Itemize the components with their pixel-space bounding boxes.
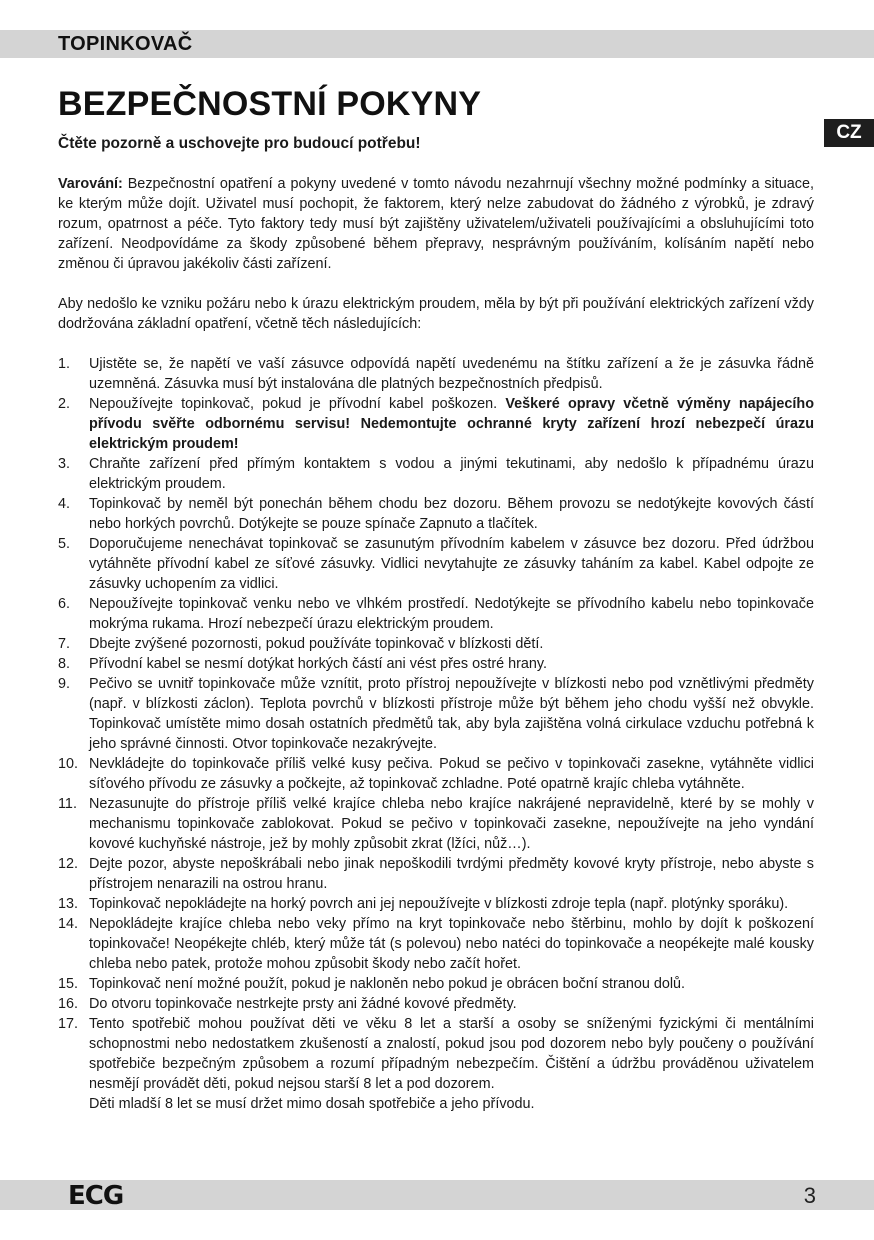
rule-number: 7. <box>58 636 71 652</box>
rule-item <box>58 994 814 1014</box>
rule-item <box>58 454 814 494</box>
rule-text: Nepoužívejte topinkovač, pokud je přívodní kabel poškozen. <box>89 396 506 412</box>
safety-rules-list <box>58 354 814 1114</box>
rule-number: 1. <box>58 356 71 372</box>
language-badge: CZ <box>824 119 874 147</box>
rule-number: 11. <box>58 796 77 812</box>
rule-text: Nepoužívejte topinkovač venku nebo ve vlhkém prostředí. Nedotýkejte se přívodního kabelu nebo topinkovače mokrýma rukama. Hrozí nebezpečí úrazu elektrickým proudem. <box>89 596 814 632</box>
rule-text: Nezasunujte do přístroje příliš velké krajíce chleba nebo krajíce nakrájené nepravidelně, které by se mohly v mechanismu topinkovače zablokovat. Pokud se pečivo v topinkovači zasekne, nepoužívejte na jeho vyndání kovové kuchyňské nástroje, jež by mohly způsobit zkrat (lžíci, nůž…). <box>89 796 814 852</box>
rule-item <box>58 974 814 994</box>
rule-bold-text: Veškeré opravy včetně výměny napájecího přívodu svěřte odbornému servisu! Nedemontujte ochranné kryty zařízení hrozí nebezpečí úrazu elektrickým proudem! <box>89 396 814 452</box>
rule-number: 4. <box>58 496 71 512</box>
rule-number: 8. <box>58 656 71 672</box>
rule-text: Topinkovač by neměl být ponechán během chodu bez dozoru. Během provozu se nedotýkejte kovových částí nebo horkých povrchů. Dotýkejte se pouze spínače Zapnuto a tlačítek. <box>89 496 814 532</box>
rule-number: 17. <box>58 1016 79 1032</box>
rule-item <box>58 394 814 454</box>
rule-item <box>58 894 814 914</box>
warning-paragraph <box>58 174 814 274</box>
rule-item <box>58 854 814 894</box>
rule-number: 13. <box>58 896 79 912</box>
rule-text: Dbejte zvýšené pozornosti, pokud používáte topinkovač v blízkosti dětí. <box>89 636 544 652</box>
page-number: 3 <box>803 1183 816 1208</box>
rule-item <box>58 1014 814 1114</box>
rule-text: Nevkládejte do topinkovače příliš velké kusy pečiva. Pokud se pečivo v topinkovači zasekne, vytáhněte vidlici síťového přívodu ze zásuvky a počkejte, až topinkovač zchladne. Poté opatrně krajíc chleba vytáhněte. <box>89 756 814 792</box>
rule-text: Přívodní kabel se nesmí dotýkat horkých částí ani vést přes ostré hrany. <box>89 656 548 672</box>
intro-paragraph: Aby nedošlo ke vzniku požáru nebo k úrazu elektrickým proudem, měla by být při používání elektrických zařízení vždy dodržována základní opatření, včetně těch následujících: <box>58 296 814 332</box>
page-content <box>58 82 814 1114</box>
rule-number: 6. <box>58 596 71 612</box>
rule-text: Do otvoru topinkovače nestrkejte prsty ani žádné kovové předměty. <box>89 996 517 1012</box>
rule-text: Doporučujeme nenechávat topinkovač se zasunutým přívodním kabelem v zásuvce bez dozoru. Před údržbou vytáhněte přívodní kabel ze síťové zásuvky. Vidlici nevytahujte ze zásuvky taháním za kabel. Kabel odpojte ze zásuvky uchopením za vidlici. <box>89 536 814 592</box>
rule-item <box>58 494 814 534</box>
warning-label: Varování: <box>58 176 123 192</box>
rule-number: 9. <box>58 676 71 692</box>
warning-text: Bezpečnostní opatření a pokyny uvedené v tomto návodu nezahrnují všechny možné podmínky a situace, ke kterým může dojít. Uživatel musí pochopit, že faktorem, který nelze zabudovat do žádného z výrobků, je zdravý rozum, opatrnost a péče. Tyto faktory tedy musí být zajištěny uživatelem/uživateli používajícími a obsluhujícími toto zařízení. Neodpovídáme za škody způsobené během přepravy, nesprávným používáním, kolísáním napětí nebo změnou či úpravou jakékoliv části zařízení. <box>58 176 814 272</box>
page-subtitle: Čtěte pozorně a uschovejte pro budoucí potřebu! <box>58 135 421 152</box>
rule-item <box>58 674 814 754</box>
rule-item <box>58 634 814 654</box>
rule-item <box>58 354 814 394</box>
rule-text: Topinkovač nepokládejte na horký povrch ani jej nepoužívejte v blízkosti zdroje tepla (např. plotýnky sporáku). <box>89 896 789 912</box>
footer-band <box>0 1180 874 1210</box>
header-band <box>0 30 874 58</box>
rule-item <box>58 594 814 634</box>
rule-number: 3. <box>58 456 71 472</box>
rule-number: 16. <box>58 996 79 1012</box>
rule-text: Topinkovač není možné použít, pokud je nakloněn nebo pokud je obrácen boční stranou dolů. <box>89 976 686 992</box>
rule-number: 15. <box>58 976 79 992</box>
rule-number: 2. <box>58 396 71 412</box>
rule-item <box>58 534 814 594</box>
rule-text: Tento spotřebič mohou používat děti ve věku 8 let a starší a osoby se sníženými fyzickými či mentálními schopnostmi nebo nedostatkem zkušeností a znalostí, pokud jsou pod dozorem nebo byly poučeny o používání spotřebiče bezpečným způsobem a rozumí případným nebezpečím. Čištění a údržbu prováděnou uživatelem nesmějí provádět děti, pokud nejsou starší 8 let a pod dozorem. <box>89 1016 814 1092</box>
rule-item <box>58 654 814 674</box>
rule-text: Nepokládejte krajíce chleba nebo veky přímo na kryt topinkovače nebo štěrbinu, mohlo by dojít k poškození topinkovače! Neopékejte chléb, který může tát (s polevou) nebo natéci do topinkovače a neopékejte malé kousky chleba nebo patek, protože mohou způsobit škody nebo začít hořet. <box>89 916 814 972</box>
rule-text: Pečivo se uvnitř topinkovače může vznítit, proto přístroj nepoužívejte v blízkosti nebo pod vznětlivými předměty (např. v blízkosti záclon). Teplota povrchů v blízkosti přístroje může být během jeho chodu vyšší než obvykle. Topinkovač umístěte mimo dosah ostatních předmětů tak, aby byla zajištěna volná cirkulace vzduchu potřebná k jeho správné činnosti. Otvor topinkovače nezakrývejte. <box>89 676 814 752</box>
ecg-logo: ECG <box>68 1181 124 1211</box>
rule-text: Dejte pozor, abyste nepoškrábali nebo jinak nepoškodili tvrdými předměty kovové kryty přístroje, nebo abyste s přístrojem nenarazili na ostrou hranu. <box>89 856 814 892</box>
rule-number: 5. <box>58 536 71 552</box>
rule-item <box>58 794 814 854</box>
rule-number: 14. <box>58 916 79 932</box>
rule-text: Chraňte zařízení před přímým kontaktem s vodou a jinými tekutinami, aby nedošlo k případnému úrazu elektrickým proudem. <box>89 456 814 492</box>
page-title: BEZPEČNOSTNÍ POKYNY <box>58 85 482 123</box>
rule-text: Ujistěte se, že napětí ve vaší zásuvce odpovídá napětí uvedenému na štítku zařízení a že je zásuvka řádně uzemněná. Zásuvka musí být instalována dle platných bezpečnostních předpisů. <box>89 356 814 392</box>
rule-item <box>58 914 814 974</box>
rule-extra-text: Děti mladší 8 let se musí držet mimo dosah spotřebiče a jeho přívodu. <box>89 1096 535 1112</box>
rule-number: 10. <box>58 756 79 772</box>
rule-item <box>58 754 814 794</box>
product-name: TOPINKOVAČ <box>58 33 193 55</box>
rule-number: 12. <box>58 856 79 872</box>
